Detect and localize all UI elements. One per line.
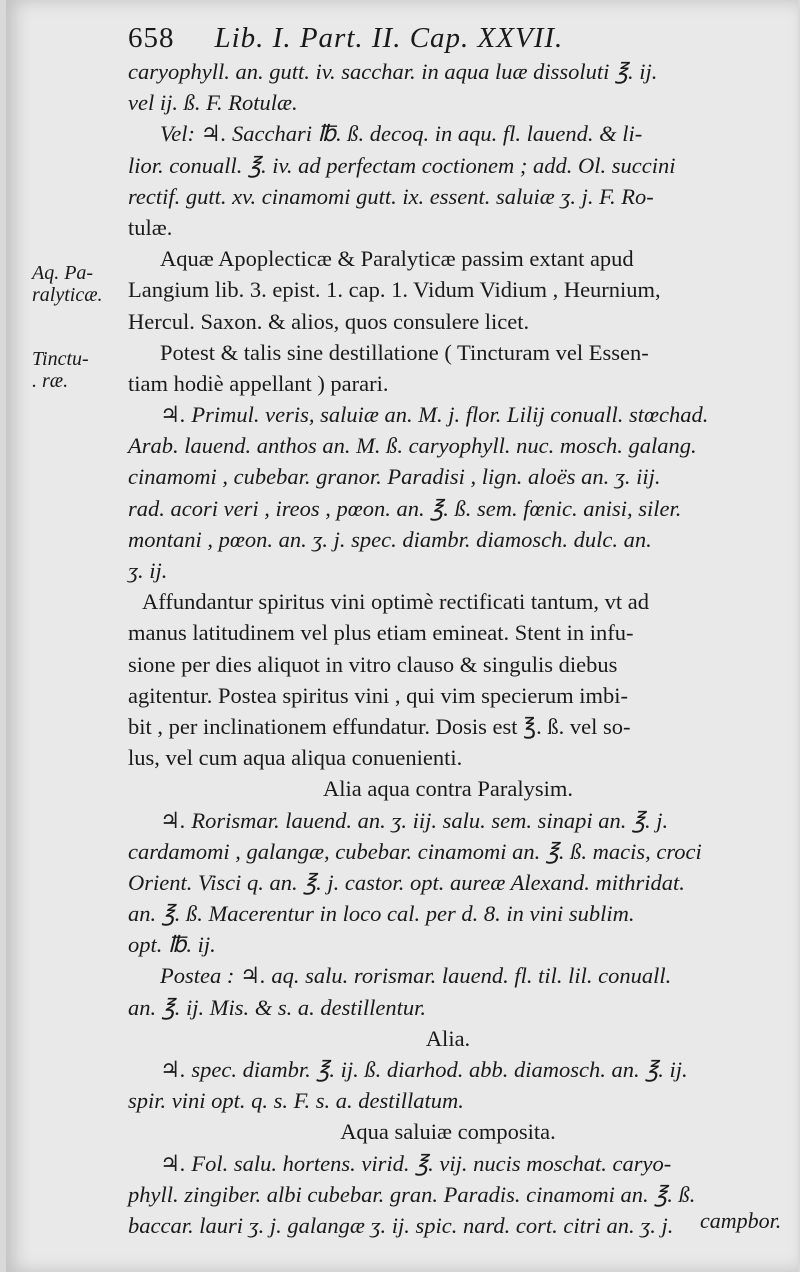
section-heading: Alia aqua contra Paralysim. [323, 776, 573, 802]
text-line: spir. vini opt. q. s. F. s. a. destillatum. [128, 1088, 464, 1114]
text-line: Affundantur spiritus vini optimè rectificati tantum, vt ad [142, 589, 649, 615]
text-line: an. ℥. ß. Macerentur in loco cal. per d. 8. in vini sublim. [128, 901, 635, 927]
text-line: montani , pœon. an. ʒ. j. spec. diambr. diamosch. dulc. an. [128, 526, 652, 552]
text-block [128, 56, 768, 1241]
text-line: Aquæ Apoplecticæ & Paralyticæ passim extant apud [160, 246, 634, 272]
text-line: ʒ. ij. [128, 558, 168, 583]
text-line: lior. conuall. ℥. iv. ad perfectam coctionem ; add. Ol. succini [128, 152, 676, 178]
text-line: sione per dies aliquot in vitro clauso & singulis diebus [128, 651, 618, 677]
text-line: bit , per inclinationem effundatur. Dosis est ℥. ß. vel so- [128, 713, 631, 739]
text-line: phyll. zingiber. albi cubebar. gran. Paradis. cinamomi an. ℥. ß. [128, 1181, 696, 1207]
text-line: rectif. gutt. xv. cinamomi gutt. ix. essent. saluiæ ʒ. j. F. Ro- [128, 183, 654, 209]
running-header [128, 22, 688, 55]
text-line: Hercul. Saxon. & alios, quos consulere licet. [128, 308, 530, 334]
text-line: Potest & talis sine destillatione ( Tincturam vel Essen- [160, 339, 649, 365]
text-line: Langium lib. 3. epist. 1. cap. 1. Vidum Vidium , Heurnium, [128, 277, 661, 303]
text-line: baccar. lauri ʒ. j. galangæ ʒ. ij. spic. nard. cort. citri an. ʒ. j. [128, 1212, 674, 1238]
text-line: lus, vel cum aqua aliqua conuenienti. [128, 745, 463, 771]
text-line: Arab. lauend. anthos an. M. ß. caryophyll. nuc. mosch. galang. [128, 433, 697, 459]
text-line: Orient. Visci q. an. ℥. j. castor. opt. aureæ Alexand. mithridat. [128, 869, 685, 895]
text-line: ♃. Primul. veris, saluiæ an. M. j. flor. Lilij conuall. stœchad. [160, 402, 709, 428]
text-line: ♃. Fol. salu. hortens. virid. ℥. vij. nucis moschat. caryo- [160, 1150, 672, 1176]
text-line: caryophyll. an. gutt. iv. sacchar. in aqua luæ dissoluti ℥. ij. [128, 59, 658, 84]
catchword: campbor. [700, 1208, 782, 1233]
margin-note-tincturae: Tinctu- . ræ. [32, 348, 89, 392]
text-line: Vel: ♃. Sacchari ℔. ß. decoq. in aqu. fl. lauend. & li- [160, 121, 643, 147]
text-line: agitentur. Postea spiritus vini , qui vim specierum imbi- [128, 682, 628, 708]
page-number: 658 [128, 22, 175, 54]
text-line: ♃. spec. diambr. ℥. ij. ß. diarhod. abb. diamosch. an. ℥. ij. [160, 1057, 688, 1082]
text-line: Postea : ♃. aq. salu. rorismar. lauend. fl. til. lil. conuall. [160, 963, 672, 989]
text-line: cardamomi , galangæ, cubebar. cinamomi an. ℥. ß. macis, croci [128, 838, 702, 864]
margin-note-aq-paralyticae: Aq. Pa- ralyticæ. [32, 262, 103, 306]
text-line: an. ℥. ij. Mis. & s. a. destillentur. [128, 994, 427, 1020]
text-line: manus latitudinem vel plus etiam emineat. Stent in infu- [128, 620, 634, 646]
text-line: tulæ. [128, 214, 173, 240]
text-line: vel ij. ß. F. Rotulæ. [128, 90, 298, 116]
text-line: tiam hodiè appellant ) parari. [128, 370, 389, 396]
running-title: Lib. I. Part. II. Cap. XXVII. [214, 22, 564, 54]
section-heading: Alia. [425, 1025, 471, 1051]
text-line: rad. acori veri , ireos , pœon. an. ℥. ß. sem. fœnic. anisi, siler. [128, 495, 682, 521]
text-line: ♃. Rorismar. lauend. an. ʒ. iij. salu. sem. sinapi an. ℥. j. [160, 807, 669, 833]
text-line: opt. ℔. ij. [128, 932, 216, 958]
section-heading: Aqua saluiæ composita. [340, 1119, 556, 1145]
text-line: cinamomi , cubebar. granor. Paradisi , lign. aloës an. ʒ. iij. [128, 464, 661, 490]
